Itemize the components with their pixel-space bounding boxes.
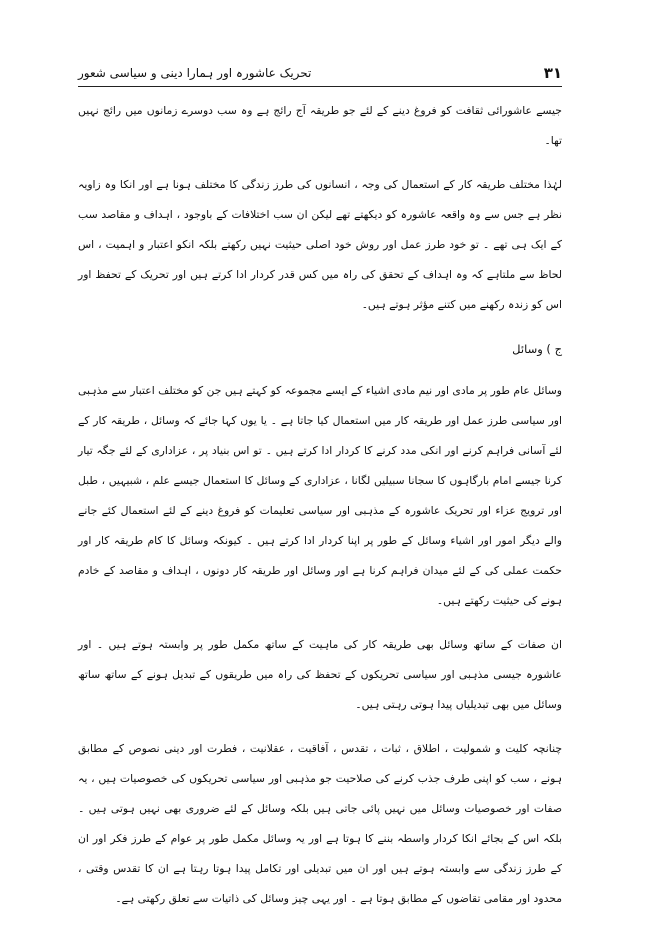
paragraph: ان صفات کے ساتھ وسائل بھی طریقہ کار کی ماہیت کے ساتھ مکمل طور پر وابستہ ہوتے ہیں ۔ اور عاشورہ جیسی مذہبی اور سیاسی تحریکوں کے تحفظ کی راہ میں طریقوں کے تبدیل ہونے کے ساتھ ساتھ وسائل میں بھی تبدیلیاں پیدا ہوتی رہتی ہیں۔ [78,638,562,711]
paragraph: جیسے عاشورائی ثقافت کو فروغ دینے کے لئے جو طریقہ آج رائج ہے وہ سب دوسرے زمانوں میں رائج نہیں تھا۔ [78,104,562,147]
section-heading: ج ) وسائل [512,342,562,356]
running-title: تحریک عاشورہ اور ہمارا دینی و سیاسی شعور [78,66,312,80]
paragraph: چنانچہ کلیت و شمولیت ، اطلاق ، ثبات ، تقدس ، آفاقیت ، عقلانیت ، فطرت اور دینی نصوص کے مطابق ہونے ، سب کو اپنی طرف جذب کرنے کی صلاحیت جو مذہبی اور سیاسی تحریکوں کی خصوصیات ہیں ، یہ صفات اور خصوصیات وسائل میں نہیں پائی جاتی ہیں بلکہ وسائل کے لئے ضروری بھی نہیں ہوتی ہیں ۔ بلکہ اس کے بجائے انکا کردار واسطہ بننے کا ہوتا ہے اور یہ وسائل مکمل طور پر عوام کے طرز فکر اور ان کے طرز زندگی سے وابستہ ہوتے ہیں اور ان میں تبدیلی اور تکامل پیدا ہوتا رہتا ہے ان کا تقدس وقتی ، محدود اور مقامی تقاضوں کے مطابق ہوتا ہے ۔ اور یہی چیز وسائل کی ذاتیات سے تعلق رکھتی ہے۔ [78,742,562,905]
body-text [78,96,562,928]
paragraph: لہٰذا مختلف طریقہ کار کے استعمال کی وجہ ، انسانوں کی طرز زندگی کا مختلف ہونا ہے اور انکا وہ زاویہ نظر ہے جس سے وہ واقعہ عاشورہ کو دیکھتے تھے لیکن ان سب اختلافات کے باوجود ، اہداف و مقاصد سب کے ایک ہی تھے ۔ تو خود طرز عمل اور روش خود اصلی حیثیت نہیں رکھتے بلکہ انکو اعتبار و اہمیت ، اس لحاظ سے ملتاہے کہ وہ اہداف کے تحقق کی راہ میں کس قدر کردار ادا کرتے ہیں اور تحریک کے تحفظ اور اس کو زندہ رکھنے میں کتنے مؤثر ہوتے ہیں۔ [78,178,562,311]
paragraph: وسائل عام طور پر مادی اور نیم مادی اشیاء کے ایسے مجموعہ کو کہتے ہیں جن کو مختلف اعتبار سے مذہبی اور سیاسی طرز عمل اور طریقہ کار میں استعمال کیا جاتا ہے ۔ یا یوں کہا جائے کہ وسائل ، طریقہ کار کے لئے آسانی فراہم کرنے اور انکی مدد کرنے کا کردار ادا کرتے ہیں ۔ تو اس بنیاد پر ، عزاداری کے لئے جگہ تیار کرنا جیسے امام بارگاہوں کا سجانا سبیلیں لگانا ، عزاداری کے وسائل کا استعمال جیسے علم ، شبیہیں ، طبل اور ترویج عزاء اور تحریک عاشورہ کے مذہبی اور سیاسی تعلیمات کو فروغ دینے کے لئے استعمال کئے جانے والے دیگر امور اور اشیاء وسائل کے طور پر اپنا کردار ادا کرتے ہیں ۔ کیونکہ وسائل کا کام طریقہ کار اور حکمت عملی کی کے لئے میدان فراہم کرنا ہے اور وسائل اور طریقہ کار دونوں ، اہداف و مقاصد کے خادم ہونے کی حیثیت رکھتے ہیں۔ [78,384,562,607]
page-number: ۳۱ [543,64,562,82]
page-header [78,62,562,84]
header-rule [78,86,562,87]
